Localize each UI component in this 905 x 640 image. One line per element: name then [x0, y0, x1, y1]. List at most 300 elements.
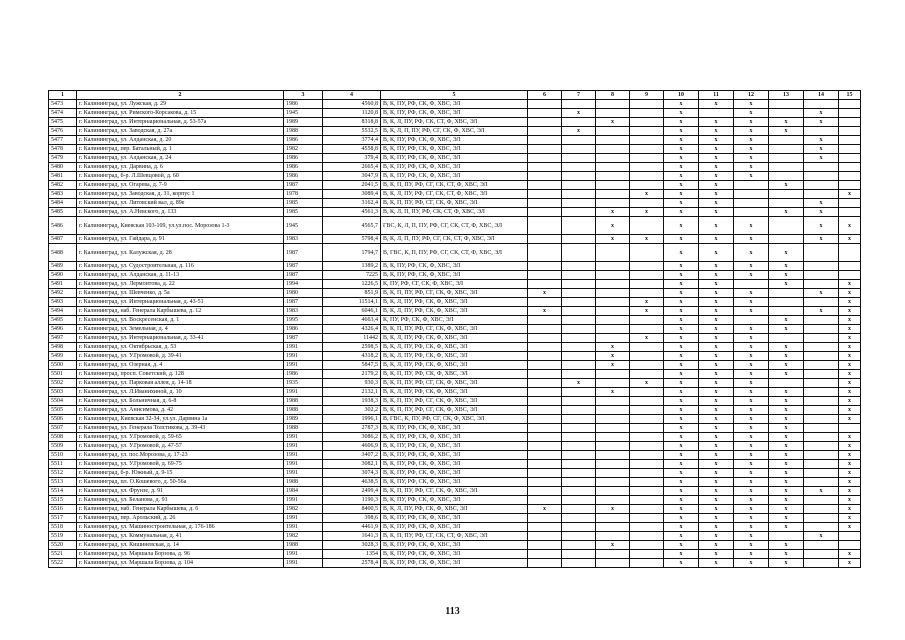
address-cell: г. Калининград, просп. Советский, д. 128 [77, 370, 284, 379]
mark-cell-col-8: x [596, 361, 630, 370]
mark-cell-col-15 [839, 424, 861, 433]
mark-cell-col-15: x [839, 478, 861, 487]
table-row [49, 244, 861, 262]
mark-cell-col-12 [734, 181, 769, 190]
row-number: 5474 [49, 109, 77, 118]
services-cell: В, К, ПУ, РФ, СК, Ф, ХВС, ЭЛ [381, 478, 528, 487]
mark-cell-col-7 [562, 325, 596, 334]
mark-cell-col-11: x [699, 181, 734, 190]
table-row [49, 370, 861, 379]
mark-cell-col-12: x [734, 217, 769, 235]
mark-cell-col-9 [630, 127, 664, 136]
mark-cell-col-10: x [664, 370, 699, 379]
mark-cell-col-6 [528, 208, 562, 217]
address-cell: г. Калининград, ул. пос.Морозова, д. 17-23 [77, 451, 284, 460]
year-cell: 1988 [284, 406, 323, 415]
services-cell: В, К, П, ПУ, РФ, СГ, СК, Ф, ХВС, ЭЛ [381, 325, 528, 334]
services-cell: ГВС, К, Л, П, ПУ, РФ, СГ, СК, СТ, Ф, ХВС, ЭЛ [381, 217, 528, 235]
mark-cell-col-14: x [804, 307, 839, 316]
mark-cell-col-8: x [596, 208, 630, 217]
mark-cell-col-6 [528, 298, 562, 307]
mark-cell-col-7 [562, 397, 596, 406]
mark-cell-col-10: x [664, 379, 699, 388]
mark-cell-col-10: x [664, 460, 699, 469]
mark-cell-col-10: x [664, 307, 699, 316]
mark-cell-col-12: x [734, 442, 769, 451]
mark-cell-col-7 [562, 343, 596, 352]
mark-cell-col-10: x [664, 163, 699, 172]
mark-cell-col-13: x [769, 442, 804, 451]
mark-cell-col-11: x [699, 487, 734, 496]
mark-cell-col-7: x [562, 109, 596, 118]
mark-cell-col-11: x [699, 199, 734, 208]
services-cell: В, К, П, ПУ, РФ, СК, Ф, ХВС, ЭЛ [381, 370, 528, 379]
mark-cell-col-11: x [699, 379, 734, 388]
table-row [49, 118, 861, 127]
mark-cell-col-8 [596, 514, 630, 523]
address-cell: г. Калининград, ул. Фрунзе, д. 91 [77, 487, 284, 496]
row-number: 5519 [49, 532, 77, 541]
mark-cell-col-10: x [664, 190, 699, 199]
year-cell: 1995 [284, 316, 323, 325]
area-cell: 1354 [323, 550, 381, 559]
row-number: 5521 [49, 550, 77, 559]
mark-cell-col-13 [769, 145, 804, 154]
column-header-4: 4 [323, 91, 381, 100]
mark-cell-col-11: x [699, 478, 734, 487]
mark-cell-col-10: x [664, 316, 699, 325]
mark-cell-col-8 [596, 136, 630, 145]
row-number: 5514 [49, 487, 77, 496]
table-row [49, 478, 861, 487]
area-cell: 2598,5 [323, 343, 381, 352]
mark-cell-col-12 [734, 316, 769, 325]
mark-cell-col-10: x [664, 424, 699, 433]
mark-cell-col-9 [630, 388, 664, 397]
mark-cell-col-15: x [839, 550, 861, 559]
mark-cell-col-6 [528, 262, 562, 271]
mark-cell-col-11: x [699, 217, 734, 235]
mark-cell-col-12: x [734, 433, 769, 442]
mark-cell-col-14: x [804, 154, 839, 163]
mark-cell-col-10: x [664, 109, 699, 118]
area-cell: 1641,3 [323, 532, 381, 541]
mark-cell-col-13: x [769, 352, 804, 361]
mark-cell-col-8 [596, 127, 630, 136]
mark-cell-col-8: x [596, 505, 630, 514]
year-cell: 1945 [284, 109, 323, 118]
table-row [49, 127, 861, 136]
mark-cell-col-11: x [699, 136, 734, 145]
mark-cell-col-8 [596, 298, 630, 307]
mark-cell-col-11: x [699, 496, 734, 505]
mark-cell-col-13: x [769, 550, 804, 559]
mark-cell-col-6 [528, 361, 562, 370]
area-cell: 4638,5 [323, 478, 381, 487]
row-number: 5484 [49, 199, 77, 208]
address-cell: г. Калининград, Киевская 103-109, ул.ул.пос. Морозова 1-3 [77, 217, 284, 235]
mark-cell-col-13: x [769, 406, 804, 415]
year-cell: 1988 [284, 397, 323, 406]
mark-cell-col-9 [630, 361, 664, 370]
mark-cell-col-8: x [596, 343, 630, 352]
services-cell: В, К, ПУ, РФ, СК, Ф, ХВС, ЭЛ [381, 262, 528, 271]
services-cell: В, К, ПУ, РФ, СК, Ф, ХВС, ЭЛ [381, 163, 528, 172]
mark-cell-col-13 [769, 298, 804, 307]
mark-cell-col-11: x [699, 469, 734, 478]
area-cell: 11514,1 [323, 298, 381, 307]
mark-cell-col-7 [562, 298, 596, 307]
mark-cell-col-10: x [664, 289, 699, 298]
mark-cell-col-6 [528, 100, 562, 109]
services-cell: В, К, ПУ, РФ, СК, Ф, ХВС, ЭЛ [381, 424, 528, 433]
mark-cell-col-15: x [839, 379, 861, 388]
area-cell: 851,9 [323, 289, 381, 298]
area-cell: 4558,8 [323, 145, 381, 154]
table-row [49, 280, 861, 289]
mark-cell-col-13: x [769, 523, 804, 532]
mark-cell-col-14 [804, 244, 839, 262]
mark-cell-col-11: x [699, 190, 734, 199]
mark-cell-col-12: x [734, 541, 769, 550]
year-cell: 1986 [284, 163, 323, 172]
year-cell: 1986 [284, 100, 323, 109]
area-cell: 3162,4 [323, 199, 381, 208]
address-cell: г. Калининград, ул. Воскресенская, д. 1 [77, 316, 284, 325]
mark-cell-col-15: x [839, 190, 861, 199]
mark-cell-col-8 [596, 478, 630, 487]
mark-cell-col-8 [596, 415, 630, 424]
area-cell: 3089,4 [323, 190, 381, 199]
year-cell: 1991 [284, 451, 323, 460]
mark-cell-col-15: x [839, 505, 861, 514]
mark-cell-col-12: x [734, 109, 769, 118]
mark-cell-col-15 [839, 118, 861, 127]
mark-cell-col-12: x [734, 424, 769, 433]
mark-cell-col-9 [630, 145, 664, 154]
row-number: 5518 [49, 523, 77, 532]
year-cell: 1991 [284, 496, 323, 505]
mark-cell-col-9 [630, 154, 664, 163]
mark-cell-col-7 [562, 190, 596, 199]
area-cell: 1226,5 [323, 280, 381, 289]
mark-cell-col-8 [596, 100, 630, 109]
mark-cell-col-13 [769, 109, 804, 118]
mark-cell-col-8 [596, 145, 630, 154]
area-cell: 8318,8 [323, 118, 381, 127]
mark-cell-col-15: x [839, 361, 861, 370]
mark-cell-col-13 [769, 190, 804, 199]
mark-cell-col-14 [804, 505, 839, 514]
mark-cell-col-8 [596, 397, 630, 406]
mark-cell-col-6 [528, 271, 562, 280]
mark-cell-col-6 [528, 442, 562, 451]
mark-cell-col-10: x [664, 118, 699, 127]
mark-cell-col-12: x [734, 406, 769, 415]
mark-cell-col-13: x [769, 127, 804, 136]
mark-cell-col-6 [528, 424, 562, 433]
year-cell: 1988 [284, 478, 323, 487]
mark-cell-col-6 [528, 370, 562, 379]
mark-cell-col-7 [562, 406, 596, 415]
mark-cell-col-12 [734, 190, 769, 199]
services-cell: В, К, Л, П, ПУ, РФ, СГ, СК, Ф, ХВС, ЭЛ [381, 127, 528, 136]
mark-cell-col-15 [839, 262, 861, 271]
row-number: 5507 [49, 424, 77, 433]
year-cell: 1986 [284, 370, 323, 379]
mark-cell-col-14 [804, 163, 839, 172]
mark-cell-col-6: x [528, 307, 562, 316]
year-cell: 1991 [284, 514, 323, 523]
mark-cell-col-12: x [734, 532, 769, 541]
table-row [49, 145, 861, 154]
mark-cell-col-13 [769, 100, 804, 109]
services-cell: В, К, П, ПУ, РФ, СГ, СК, Ф, ХВС, ЭЛ [381, 487, 528, 496]
mark-cell-col-7 [562, 523, 596, 532]
mark-cell-col-13: x [769, 271, 804, 280]
column-header-8: 8 [596, 91, 630, 100]
mark-cell-col-13: x [769, 181, 804, 190]
table-row [49, 289, 861, 298]
area-cell: 2132,1 [323, 388, 381, 397]
area-cell: 3047,9 [323, 172, 381, 181]
mark-cell-col-10: x [664, 469, 699, 478]
services-cell: В, К, П, ПУ, РФ, СГ, СК, Ф, ХВС, ЭЛ [381, 397, 528, 406]
mark-cell-col-11: x [699, 541, 734, 550]
mark-cell-col-15: x [839, 334, 861, 343]
mark-cell-col-9: x [630, 379, 664, 388]
table-row [49, 352, 861, 361]
mark-cell-col-10: x [664, 352, 699, 361]
mark-cell-col-7 [562, 334, 596, 343]
row-number: 5490 [49, 271, 77, 280]
row-number: 5477 [49, 136, 77, 145]
mark-cell-col-10: x [664, 442, 699, 451]
mark-cell-col-8 [596, 370, 630, 379]
area-cell: 3774,4 [323, 136, 381, 145]
housing-registry-table [48, 90, 861, 568]
mark-cell-col-6 [528, 154, 562, 163]
year-cell: 1985 [284, 208, 323, 217]
mark-cell-col-10: x [664, 235, 699, 244]
mark-cell-col-9 [630, 532, 664, 541]
mark-cell-col-14 [804, 325, 839, 334]
area-cell: 4565,7 [323, 217, 381, 235]
mark-cell-col-6 [528, 352, 562, 361]
mark-cell-col-15: x [839, 388, 861, 397]
mark-cell-col-6 [528, 316, 562, 325]
mark-cell-col-9 [630, 487, 664, 496]
mark-cell-col-14 [804, 424, 839, 433]
row-number: 5503 [49, 388, 77, 397]
address-cell: г. Калининград, ул. У.Громовой, д. 59-65 [77, 433, 284, 442]
mark-cell-col-14 [804, 559, 839, 568]
mark-cell-col-7 [562, 550, 596, 559]
services-cell: В, К, ПУ, РФ, СК, Ф, ХВС, ЭЛ [381, 442, 528, 451]
mark-cell-col-10: x [664, 280, 699, 289]
mark-cell-col-13: x [769, 541, 804, 550]
table-row [49, 136, 861, 145]
area-cell: 930,3 [323, 379, 381, 388]
table-row [49, 109, 861, 118]
mark-cell-col-10: x [664, 325, 699, 334]
year-cell: 1987 [284, 181, 323, 190]
mark-cell-col-15: x [839, 217, 861, 235]
mark-cell-col-11: x [699, 271, 734, 280]
area-cell: 7225 [323, 271, 381, 280]
row-number: 5481 [49, 172, 77, 181]
address-cell: г. Калининград, ул. Интернациональная, д. 33-41 [77, 334, 284, 343]
mark-cell-col-13: x [769, 505, 804, 514]
mark-cell-col-9: x [630, 235, 664, 244]
mark-cell-col-8 [596, 469, 630, 478]
mark-cell-col-8 [596, 199, 630, 208]
row-number: 5504 [49, 397, 77, 406]
area-cell: 11442 [323, 334, 381, 343]
services-cell: В, К, ПУ, РФ, СК, Ф, ХВС, ЭЛ [381, 154, 528, 163]
mark-cell-col-14: x [804, 217, 839, 235]
services-cell: В, К, Л, ПУ, РФ, СК, Ф, ХВС, ЭЛ [381, 388, 528, 397]
mark-cell-col-9 [630, 352, 664, 361]
mark-cell-col-13: x [769, 559, 804, 568]
mark-cell-col-13: x [769, 451, 804, 460]
address-cell: г. Калининград, ул. Коммунальная, д. 41 [77, 532, 284, 541]
row-number: 5509 [49, 442, 77, 451]
area-cell: 2578,4 [323, 559, 381, 568]
year-cell: 1991 [284, 433, 323, 442]
mark-cell-col-12: x [734, 415, 769, 424]
mark-cell-col-14 [804, 523, 839, 532]
mark-cell-col-14 [804, 514, 839, 523]
address-cell: г. Калининград, ул. Маршала Борзова, д. 96 [77, 550, 284, 559]
mark-cell-col-9 [630, 343, 664, 352]
mark-cell-col-6 [528, 172, 562, 181]
mark-cell-col-13 [769, 307, 804, 316]
column-header-9: 9 [630, 91, 664, 100]
mark-cell-col-8 [596, 190, 630, 199]
mark-cell-col-15: x [839, 352, 861, 361]
mark-cell-col-9 [630, 397, 664, 406]
mark-cell-col-12: x [734, 361, 769, 370]
mark-cell-col-12: x [734, 118, 769, 127]
mark-cell-col-13: x [769, 244, 804, 262]
mark-cell-col-15 [839, 127, 861, 136]
mark-cell-col-14 [804, 262, 839, 271]
mark-cell-col-10: x [664, 361, 699, 370]
table-row [49, 262, 861, 271]
mark-cell-col-9 [630, 163, 664, 172]
row-number: 5482 [49, 181, 77, 190]
page-number: 113 [445, 606, 460, 617]
year-cell: 1985 [284, 199, 323, 208]
mark-cell-col-14: x [804, 145, 839, 154]
year-cell: 1987 [284, 334, 323, 343]
address-cell: г. Калининград, ул. Заводская, д. 31, корпус 1 [77, 190, 284, 199]
row-number: 5511 [49, 460, 77, 469]
mark-cell-col-6 [528, 127, 562, 136]
services-cell: В, К, Л, П, ПУ, РФ, СГ, СК, СТ, Ф, ХВС, ЭЛ [381, 235, 528, 244]
mark-cell-col-6: x [528, 289, 562, 298]
column-header-7: 7 [562, 91, 596, 100]
mark-cell-col-12: x [734, 397, 769, 406]
address-cell: г. Калининград, ул. Алданская, д. 20 [77, 136, 284, 145]
services-cell: В, К, ПУ, РФ, СК, Ф, ХВС, ЭЛ [381, 433, 528, 442]
services-cell: В, К, ПУ, РФ, СК, Ф, ХВС, ЭЛ [381, 145, 528, 154]
mark-cell-col-15: x [839, 469, 861, 478]
mark-cell-col-12: x [734, 289, 769, 298]
mark-cell-col-15: x [839, 316, 861, 325]
mark-cell-col-8: x [596, 235, 630, 244]
table-row [49, 532, 861, 541]
row-number: 5502 [49, 379, 77, 388]
mark-cell-col-9 [630, 199, 664, 208]
mark-cell-col-11: x [699, 532, 734, 541]
services-cell: В, К, ПУ, РФ, СК, Ф, ХВС, ЭЛ [381, 469, 528, 478]
column-header-6: 6 [528, 91, 562, 100]
mark-cell-col-7 [562, 163, 596, 172]
mark-cell-col-14 [804, 271, 839, 280]
year-cell: 1991 [284, 550, 323, 559]
mark-cell-col-14 [804, 406, 839, 415]
table-row [49, 235, 861, 244]
mark-cell-col-11: x [699, 316, 734, 325]
year-cell: 1989 [284, 415, 323, 424]
mark-cell-col-9 [630, 559, 664, 568]
mark-cell-col-7 [562, 541, 596, 550]
mark-cell-col-12: x [734, 469, 769, 478]
services-cell: В, К, ПУ, РФ, СК, Ф, ХВС, ЭЛ [381, 271, 528, 280]
mark-cell-col-15 [839, 181, 861, 190]
mark-cell-col-10: x [664, 523, 699, 532]
mark-cell-col-12: x [734, 478, 769, 487]
mark-cell-col-15 [839, 541, 861, 550]
header-row [49, 91, 861, 100]
services-cell: В, К, ПУ, РФ, СК, Ф, ХВС, ЭЛ [381, 550, 528, 559]
area-cell: 1996,1 [323, 415, 381, 424]
table-row [49, 469, 861, 478]
mark-cell-col-7 [562, 100, 596, 109]
mark-cell-col-12: x [734, 235, 769, 244]
services-cell: В, К, Л, ПУ, РФ, СК, Ф, ХВС, ЭЛ [381, 307, 528, 316]
address-cell: г. Калининград, наб. Генерала Карбышева, д. 12 [77, 307, 284, 316]
services-cell: В, К, ПУ, РФ, СК, Ф, ХВС, ЭЛ [381, 514, 528, 523]
mark-cell-col-10: x [664, 208, 699, 217]
mark-cell-col-7 [562, 559, 596, 568]
mark-cell-col-6 [528, 244, 562, 262]
mark-cell-col-14 [804, 181, 839, 190]
mark-cell-col-6 [528, 163, 562, 172]
services-cell: В, К, Л, ПУ, РФ, СК, Ф, ХВС, ЭЛ [381, 298, 528, 307]
mark-cell-col-10: x [664, 505, 699, 514]
services-cell: В, К, ПУ, РФ, СК, Ф, ХВС, ЭЛ [381, 136, 528, 145]
mark-cell-col-12: x [734, 100, 769, 109]
mark-cell-col-12: x [734, 298, 769, 307]
column-header-13: 13 [769, 91, 804, 100]
address-cell: г. Калининград, пл. О.Кошевого, д. 50-56а [77, 478, 284, 487]
table-row [49, 316, 861, 325]
area-cell: 4318,2 [323, 352, 381, 361]
mark-cell-col-8 [596, 307, 630, 316]
mark-cell-col-15 [839, 199, 861, 208]
mark-cell-col-14 [804, 478, 839, 487]
services-cell: К, ПУ, РФ, СК, Ф, ХВС, ЭЛ [381, 316, 528, 325]
mark-cell-col-7 [562, 271, 596, 280]
row-number: 5512 [49, 469, 77, 478]
mark-cell-col-7 [562, 181, 596, 190]
address-cell: г. Калининград, ул. Дарвина, д. 6 [77, 163, 284, 172]
mark-cell-col-9 [630, 244, 664, 262]
table-row [49, 199, 861, 208]
